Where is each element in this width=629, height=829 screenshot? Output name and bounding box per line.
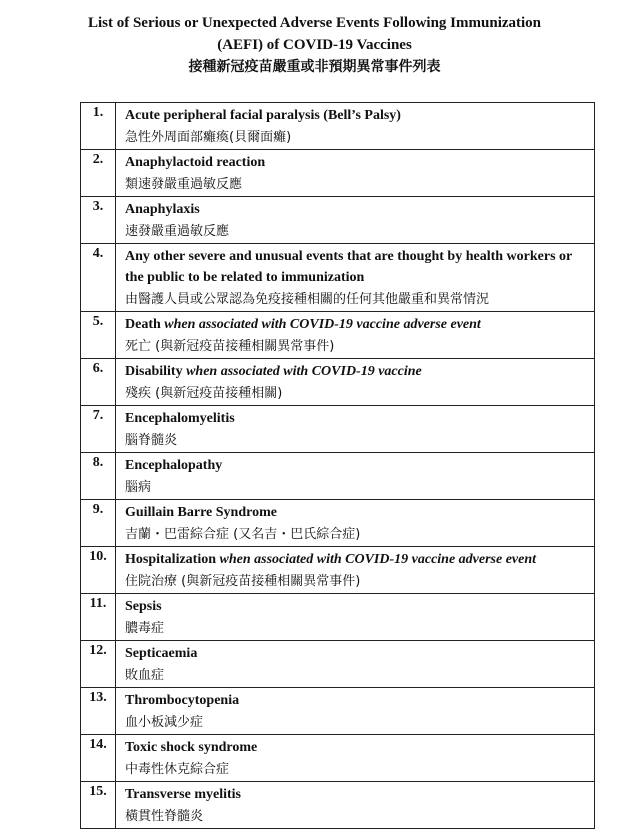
event-name-zh: 腦病 (125, 480, 152, 495)
event-number: 11. (81, 594, 116, 641)
event-qualifier: when associated with COVID-19 vaccine adverse event (164, 317, 481, 332)
table-row (81, 782, 595, 829)
table-row (81, 244, 595, 312)
table-row (81, 312, 595, 359)
event-number: 5. (81, 312, 116, 359)
event-cell (116, 547, 595, 594)
event-name-zh: 血小板減少症 (125, 715, 204, 730)
event-name-zh: 腦脊髓炎 (125, 433, 178, 448)
table-row (81, 197, 595, 244)
table-row (81, 359, 595, 406)
event-number: 4. (81, 244, 116, 312)
event-number: 6. (81, 359, 116, 406)
event-name-zh: 住院治療 (與新冠疫苗接種相關異常事件) (125, 574, 361, 589)
table-row (81, 453, 595, 500)
event-name-en: Hospitalization when associated with COVID-19 vaccine adverse event (125, 552, 537, 567)
event-name-zh: 速發嚴重過敏反應 (125, 224, 230, 239)
event-name-zh: 橫貫性脊髓炎 (125, 809, 204, 824)
table-row (81, 641, 595, 688)
event-name-zh: 類速發嚴重過敏反應 (125, 177, 243, 192)
event-cell (116, 244, 595, 312)
event-cell (116, 197, 595, 244)
event-name-zh: 殘疾 (與新冠疫苗接種相關) (125, 386, 283, 401)
event-name-en: Sepsis (125, 599, 162, 614)
event-name-zh: 死亡 (與新冠疫苗接種相關異常事件) (125, 339, 335, 354)
event-name-zh: 中毒性休克綜合症 (125, 762, 230, 777)
title-chinese: 接種新冠疫苗嚴重或非預期異常事件列表 (188, 59, 441, 75)
event-name-en: Encephalopathy (125, 458, 223, 473)
table-row (81, 688, 595, 735)
aefi-table (80, 102, 595, 829)
event-name-en: Anaphylactoid reaction (125, 155, 266, 170)
table-row (81, 150, 595, 197)
event-cell (116, 782, 595, 829)
event-name-zh: 急性外周面部癱瘓(貝爾面癱) (125, 130, 292, 145)
event-name-en: Guillain Barre Syndrome (125, 505, 277, 520)
event-number: 14. (81, 735, 116, 782)
table-row (81, 547, 595, 594)
table-row (81, 500, 595, 547)
event-number: 3. (81, 197, 116, 244)
event-name-en: Septicaemia (125, 646, 198, 661)
event-name-en: Toxic shock syndrome (125, 740, 258, 755)
title-line-2: (AEFI) of COVID-19 Vaccines (217, 37, 412, 53)
event-number: 7. (81, 406, 116, 453)
event-cell (116, 103, 595, 150)
event-cell (116, 312, 595, 359)
event-cell (116, 453, 595, 500)
event-number: 10. (81, 547, 116, 594)
event-number: 9. (81, 500, 116, 547)
event-number: 8. (81, 453, 116, 500)
event-name-en: Thrombocytopenia (125, 693, 240, 708)
event-name-zh: 膿毒症 (125, 621, 165, 636)
title-line-1: List of Serious or Unexpected Adverse Events Following Immunization (87, 15, 542, 31)
event-number: 1. (81, 103, 116, 150)
event-name-en: Death when associated with COVID-19 vaccine adverse event (125, 317, 481, 332)
event-name-zh: 由醫護人員或公眾認為免疫接種相關的任何其他嚴重和異常情況 (125, 292, 490, 307)
event-name-en: Any other severe and unusual events that are thought by health workers or the public to be related to immunization (125, 249, 572, 285)
event-cell (116, 406, 595, 453)
event-name-en: Transverse myelitis (125, 787, 241, 802)
event-name-zh: 吉蘭・巴雷綜合症 (又名吉・巴氏綜合症) (125, 527, 361, 542)
event-number: 2. (81, 150, 116, 197)
table-row (81, 103, 595, 150)
event-cell (116, 500, 595, 547)
event-name-zh: 敗血症 (125, 668, 165, 683)
event-name-en: Encephalomyelitis (125, 411, 235, 426)
event-qualifier: when associated with COVID-19 vaccine adverse event (219, 552, 537, 567)
event-name-en: Anaphylaxis (125, 202, 200, 217)
event-name-en: Disability when associated with COVID-19 vaccine (125, 364, 422, 379)
event-cell (116, 594, 595, 641)
table-row (81, 594, 595, 641)
event-number: 12. (81, 641, 116, 688)
event-name-en: Acute peripheral facial paralysis (Bell’s Palsy) (125, 108, 401, 123)
event-cell (116, 735, 595, 782)
event-number: 15. (81, 782, 116, 829)
event-qualifier: when associated with COVID-19 vaccine (186, 364, 422, 379)
event-cell (116, 150, 595, 197)
table-row (81, 406, 595, 453)
table-row (81, 735, 595, 782)
event-cell (116, 641, 595, 688)
event-number: 13. (81, 688, 116, 735)
event-cell (116, 359, 595, 406)
event-cell (116, 688, 595, 735)
document-title (0, 12, 629, 78)
